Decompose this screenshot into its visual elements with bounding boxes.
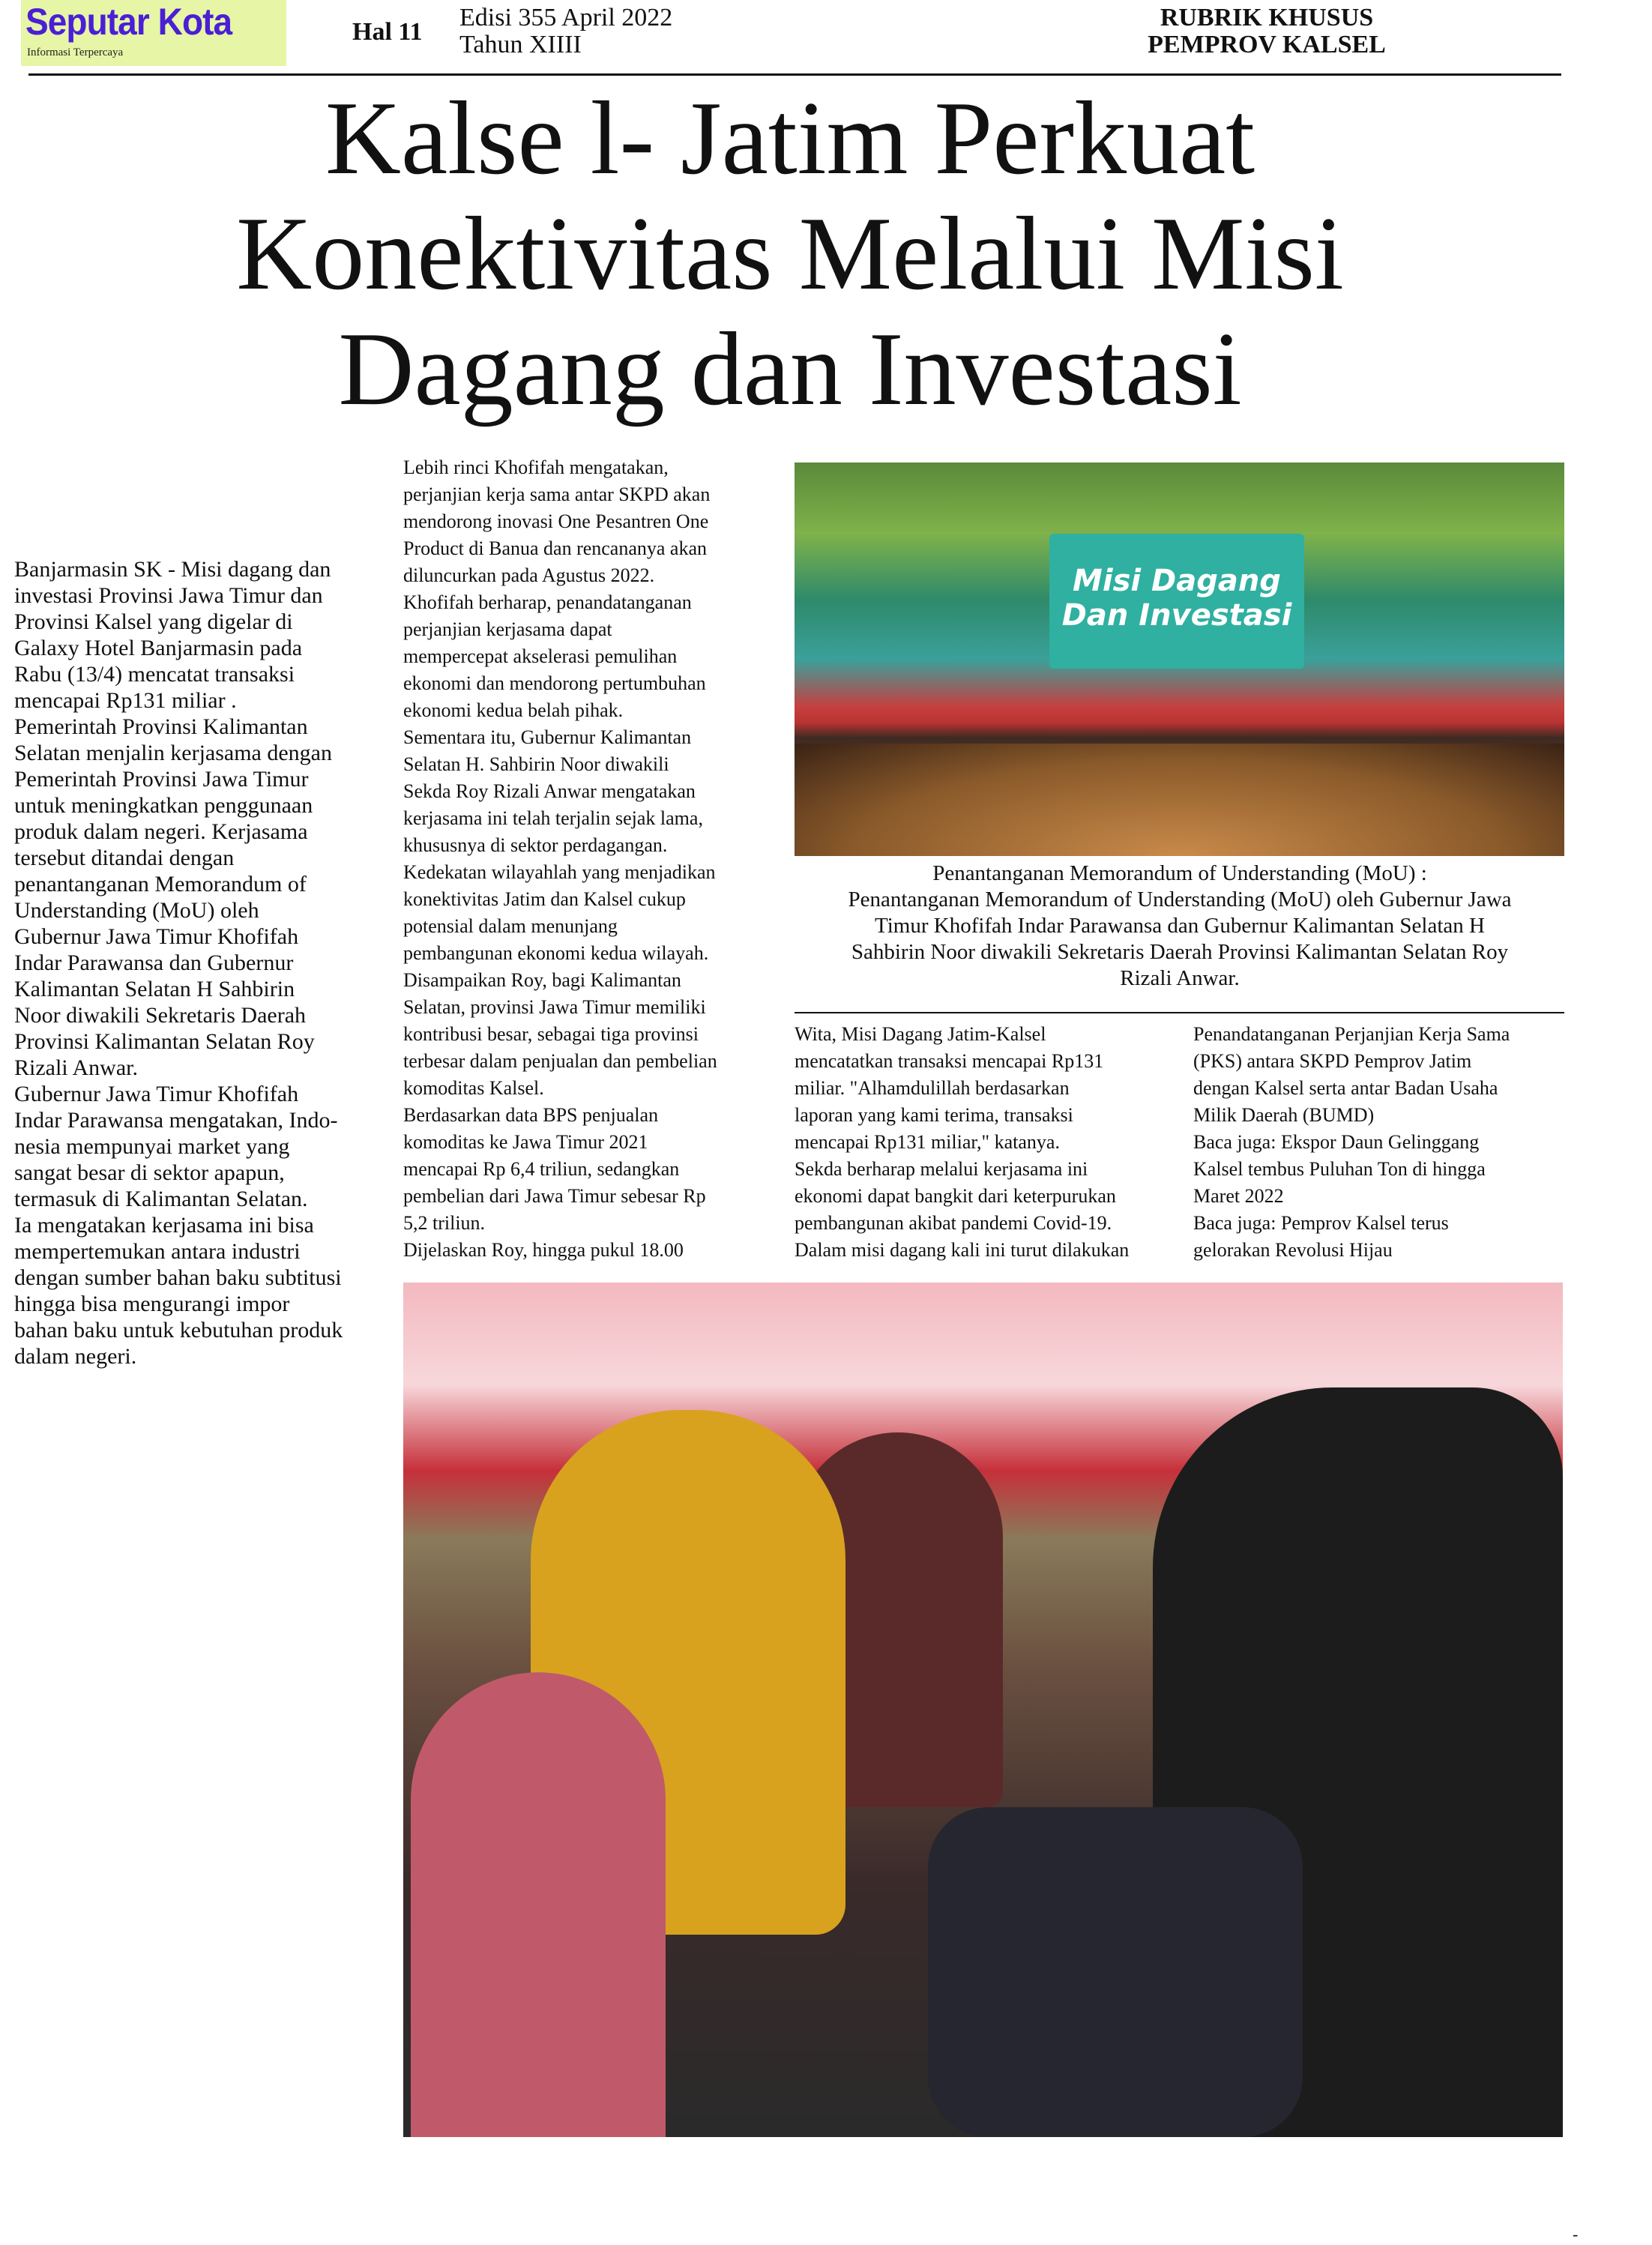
rubric-line1: RUBRIK KHUSUS bbox=[1160, 4, 1374, 31]
text-line: Lebih rinci Khofifah mengatakan, bbox=[403, 456, 669, 478]
text-line: sangat besar di sektor apapun, bbox=[14, 1160, 285, 1185]
text-line: Disampaikan Roy, bagi Kalimantan bbox=[403, 969, 681, 991]
caption-line: Timur Khofifah Indar Parawansa dan Gubernur Kalimantan Selatan H bbox=[875, 914, 1485, 938]
headline bbox=[0, 81, 1580, 427]
text-line: Dijelaskan Roy, hingga pukul 18.00 bbox=[403, 1239, 684, 1261]
text-line: ekonomi dapat bangkit dari keterpurukan bbox=[795, 1185, 1116, 1207]
text-line: kontribusi besar, sebagai tiga provinsi bbox=[403, 1023, 699, 1045]
text-line: mempertemukan antara industri bbox=[14, 1239, 301, 1264]
text-line: dengan Kalsel serta antar Badan Usaha bbox=[1193, 1077, 1498, 1099]
text-line: pembangunan akibat pandemi Covid-19. bbox=[795, 1212, 1112, 1234]
caption-line: Sahbirin Noor diwakili Sekretaris Daerah Provinsi Kalimantan Selatan Roy bbox=[851, 940, 1509, 964]
photo-fabric bbox=[928, 1807, 1303, 2137]
text-line: khususnya di sektor perdagangan. bbox=[403, 834, 668, 856]
text-line: mempercepat akselerasi pemulihan bbox=[403, 645, 678, 667]
text-line: mencatatkan transaksi mencapai Rp131 bbox=[795, 1050, 1104, 1072]
photo-figure bbox=[411, 1672, 666, 2137]
text-line: Kedekatan wilayahlah yang menjadikan bbox=[403, 861, 716, 883]
text-line: Baca juga: Pemprov Kalsel terus bbox=[1193, 1212, 1449, 1234]
text-line: Pemerintah Provinsi Jawa Timur bbox=[14, 767, 309, 792]
text-line: termasuk di Kalimantan Selatan. bbox=[14, 1187, 308, 1211]
batik-exchange-photo bbox=[403, 1283, 1563, 2137]
headline-line: Konektivitas Melalui Misi bbox=[236, 196, 1344, 312]
caption-line: Penantanganan Memorandum of Understanding (MoU) : bbox=[932, 861, 1427, 885]
text-line: gelorakan Revolusi Hijau bbox=[1193, 1239, 1393, 1261]
text-line: hingga bisa mengurangi impor bbox=[14, 1292, 290, 1316]
caption-line: Penantanganan Memorandum of Understanding (MoU) oleh Gubernur Jawa bbox=[848, 888, 1512, 911]
text-line: Kalsel tembus Puluhan Ton di hingga bbox=[1193, 1158, 1486, 1180]
masthead-logo bbox=[21, 0, 286, 66]
headline-line: Dagang dan Investasi bbox=[338, 311, 1242, 427]
logo-tagline: Informasi Terpercaya bbox=[27, 46, 124, 58]
text-line: Maret 2022 bbox=[1193, 1185, 1284, 1207]
text-line: perjanjian kerjasama dapat bbox=[403, 618, 612, 640]
headline-line: Kalse l- Jatim Perkuat bbox=[325, 80, 1255, 196]
text-line: perjanjian kerja sama antar SKPD akan bbox=[403, 483, 711, 505]
text-line: Ia mengatakan kerjasama ini bisa bbox=[14, 1213, 314, 1238]
photo-table bbox=[795, 744, 1564, 856]
text-line: Wita, Misi Dagang Jatim-Kalsel bbox=[795, 1023, 1046, 1045]
article-column-3 bbox=[795, 1021, 1177, 1264]
rubric-line2: PEMPROV KALSEL bbox=[1148, 31, 1386, 58]
mou-signing-photo bbox=[795, 462, 1564, 856]
text-line: investasi Provinsi Jawa Timur dan bbox=[14, 583, 323, 608]
header-divider bbox=[28, 73, 1561, 76]
text-line: tersebut ditandai dengan bbox=[14, 846, 235, 870]
text-line: Sekda Roy Rizali Anwar mengatakan bbox=[403, 780, 696, 802]
text-line: Provinsi Kalsel yang digelar di bbox=[14, 609, 293, 634]
text-line: mencapai Rp131 miliar . bbox=[14, 688, 237, 713]
edition-info bbox=[459, 4, 672, 58]
text-line: miliar. "Alhamdulillah berdasarkan bbox=[795, 1077, 1070, 1099]
photo-caption bbox=[795, 861, 1565, 992]
footer-mark: - bbox=[1573, 2225, 1579, 2244]
page-number: Hal 11 bbox=[352, 18, 423, 46]
text-line: Selatan menjalin kerjasama dengan bbox=[14, 741, 332, 765]
text-line: komoditas ke Jawa Timur 2021 bbox=[403, 1131, 648, 1153]
text-line: produk dalam negeri. Kerjasama bbox=[14, 819, 308, 844]
article-column-2 bbox=[403, 454, 771, 1264]
text-line: Kalimantan Selatan H Sahbirin bbox=[14, 977, 295, 1001]
text-line: Milik Daerah (BUMD) bbox=[1193, 1104, 1375, 1126]
text-line: mendorong inovasi One Pesantren One bbox=[403, 510, 709, 532]
text-line: Provinsi Kalimantan Selatan Roy bbox=[14, 1029, 315, 1054]
text-line: Banjarmasin SK - Misi dagang dan bbox=[14, 557, 331, 582]
text-line: Khofifah berharap, penandatanganan bbox=[403, 591, 692, 613]
text-line: Selatan, provinsi Jawa Timur memiliki bbox=[403, 996, 706, 1018]
text-line: potensial dalam menunjang bbox=[403, 915, 618, 937]
text-line: 5,2 triliun. bbox=[403, 1212, 486, 1234]
article-column-4 bbox=[1193, 1021, 1568, 1264]
text-line: Berdasarkan data BPS penjualan bbox=[403, 1104, 659, 1126]
text-line: Understanding (MoU) oleh bbox=[14, 898, 259, 923]
text-line: Selatan H. Sahbirin Noor diwakili bbox=[403, 753, 669, 775]
text-line: kerjasama ini telah terjalin sejak lama, bbox=[403, 807, 703, 829]
text-line: laporan yang kami terima, transaksi bbox=[795, 1104, 1073, 1126]
text-line: nesia mempunyai market yang bbox=[14, 1134, 290, 1159]
text-line: pembelian dari Jawa Timur sebesar Rp bbox=[403, 1185, 706, 1207]
text-line: Indar Parawansa dan Gubernur bbox=[14, 950, 294, 975]
text-line: mencapai Rp 6,4 triliun, sedangkan bbox=[403, 1158, 680, 1180]
event-banner bbox=[1049, 534, 1304, 669]
article-column-1 bbox=[14, 556, 374, 1369]
text-line: Dalam misi dagang kali ini turut dilakukan bbox=[795, 1239, 1130, 1261]
text-line: dalam negeri. bbox=[14, 1344, 137, 1369]
text-line: Pemerintah Provinsi Kalimantan bbox=[14, 714, 308, 739]
text-line: ekonomi dan mendorong pertumbuhan bbox=[403, 672, 706, 694]
text-line: terbesar dalam penjualan dan pembelian bbox=[403, 1050, 717, 1072]
text-line: ekonomi kedua belah pihak. bbox=[403, 699, 624, 721]
year: Tahun XIIII bbox=[459, 31, 582, 58]
text-line: Sekda berharap melalui kerjasama ini bbox=[795, 1158, 1088, 1180]
text-line: untuk meningkatkan penggunaan bbox=[14, 793, 313, 818]
text-line: Indar Parawansa mengatakan, Indo- bbox=[14, 1108, 338, 1133]
text-line: Galaxy Hotel Banjarmasin pada bbox=[14, 636, 303, 660]
text-line: dengan sumber bahan baku subtitusi bbox=[14, 1265, 342, 1290]
text-line: Rabu (13/4) mencatat transaksi bbox=[14, 662, 295, 687]
text-line: Gubernur Jawa Timur Khofifah bbox=[14, 924, 299, 949]
text-line: Gubernur Jawa Timur Khofifah bbox=[14, 1082, 299, 1106]
text-line: Product di Banua dan rencananya akan bbox=[403, 537, 708, 559]
text-line: konektivitas Jatim dan Kalsel cukup bbox=[403, 888, 686, 910]
text-line: pembangunan ekonomi kedua wilayah. bbox=[403, 942, 709, 964]
edition: Edisi 355 April 2022 bbox=[459, 4, 673, 31]
rubric bbox=[1064, 4, 1469, 58]
text-line: diluncurkan pada Agustus 2022. bbox=[403, 564, 655, 586]
banner-text: Misi Dagang Dan Investasi bbox=[1061, 564, 1292, 633]
text-line: Noor diwakili Sekretaris Daerah bbox=[14, 1003, 307, 1028]
caption-divider bbox=[795, 1012, 1564, 1013]
text-line: komoditas Kalsel. bbox=[403, 1077, 544, 1099]
text-line: bahan baku untuk kebutuhan produk bbox=[14, 1318, 343, 1343]
text-line: mencapai Rp131 miliar," katanya. bbox=[795, 1131, 1060, 1153]
text-line: Rizali Anwar. bbox=[14, 1055, 138, 1080]
logo-name: Seputar Kota bbox=[25, 1, 232, 43]
text-line: Penandatanganan Perjanjian Kerja Sama bbox=[1193, 1023, 1510, 1045]
text-line: Baca juga: Ekspor Daun Gelinggang bbox=[1193, 1131, 1480, 1153]
text-line: penantanganan Memorandum of bbox=[14, 872, 307, 897]
text-line: (PKS) antara SKPD Pemprov Jatim bbox=[1193, 1050, 1472, 1072]
text-line: Sementara itu, Gubernur Kalimantan bbox=[403, 726, 692, 748]
caption-line: Rizali Anwar. bbox=[1120, 966, 1240, 990]
